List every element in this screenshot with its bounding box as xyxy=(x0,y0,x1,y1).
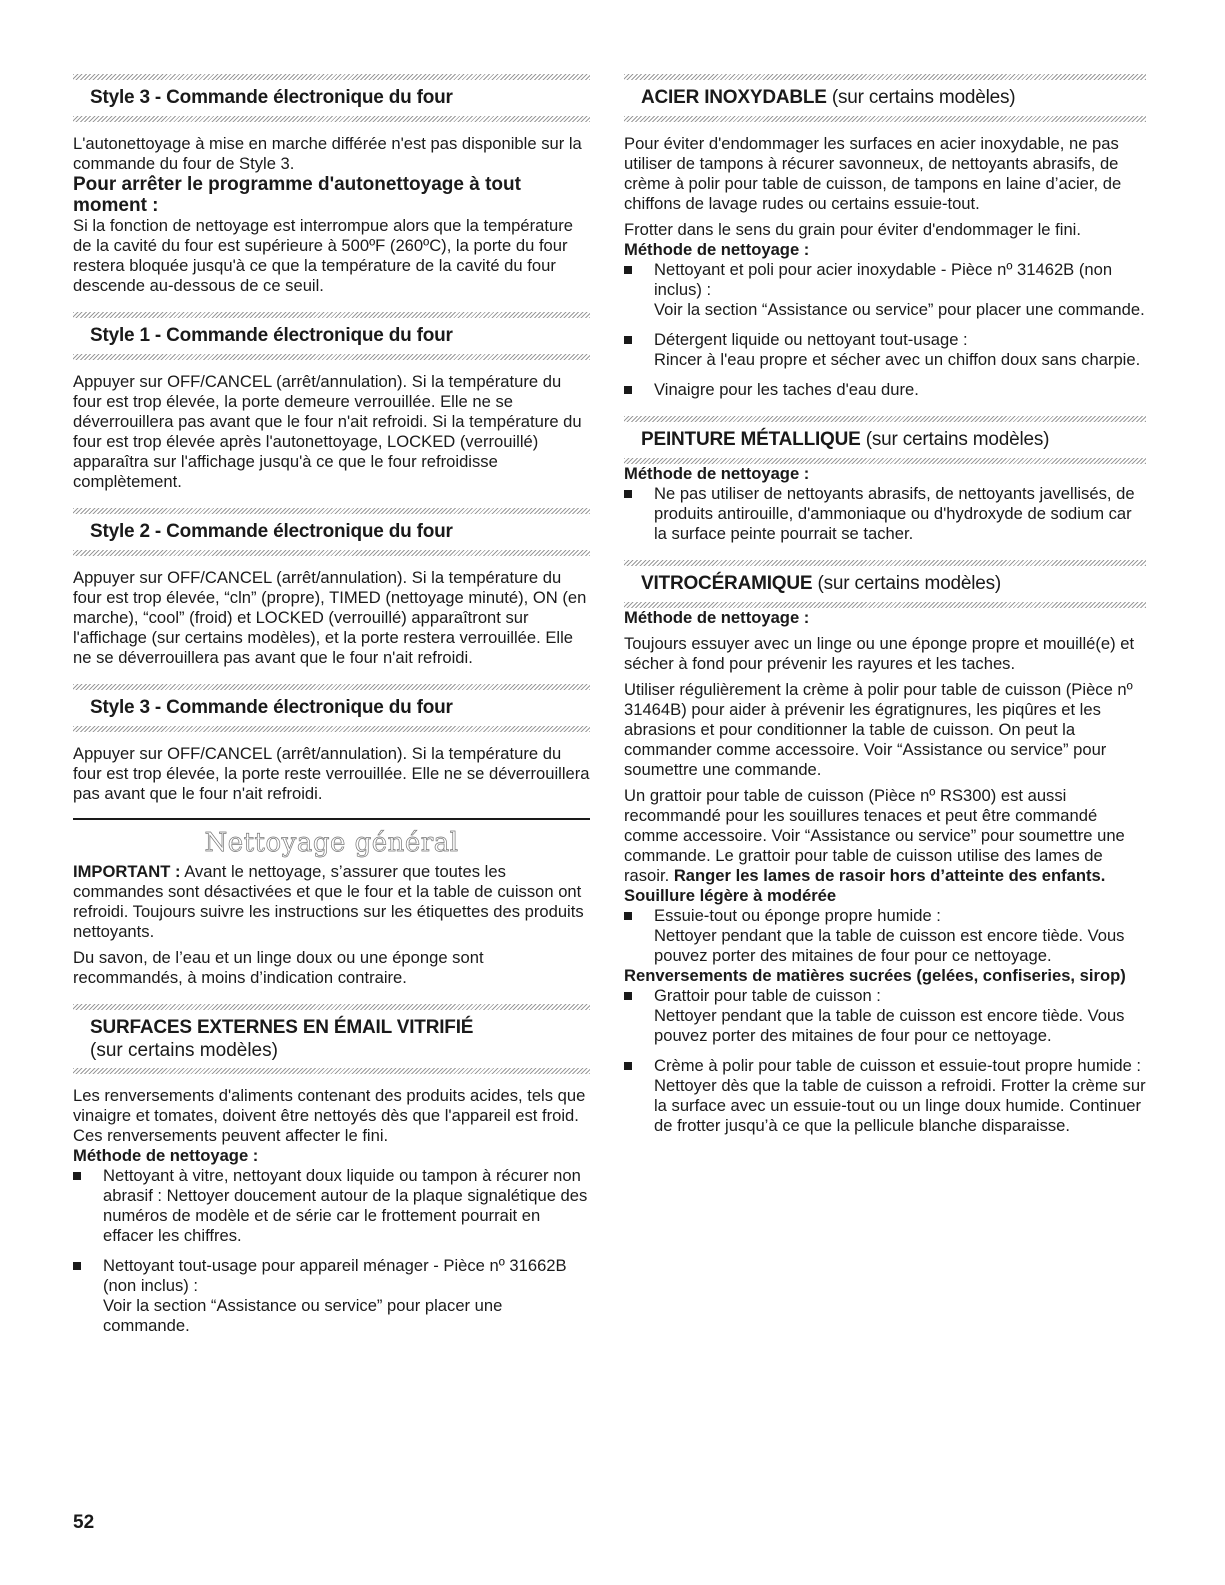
list-item-text: Voir la section “Assistance ou service” pour placer une commande. xyxy=(103,1296,503,1335)
square-bullet-icon xyxy=(624,266,632,274)
section-title-main: VITROCÉRAMIQUE xyxy=(641,573,813,594)
list-item-text: Nettoyer pendant que la table de cuisson est encore tiède. Vous pouvez porter des mitaines de four pour ce nettoyage. xyxy=(654,926,1125,965)
paragraph: Utiliser régulièrement la crème à polir pour table de cuisson (Pièce nº 31464B) pour aider à prévenir les égratignures, les piqûres et les abrasions et pour conditionner la table de cuisson. On peut la commander comme accessoire. Voir “Assistance ou service” pour soumettre une commande. xyxy=(624,680,1133,779)
square-bullet-icon xyxy=(624,336,632,344)
bullet-list xyxy=(624,906,1146,966)
list-item-text: Nettoyant et poli pour acier inoxydable - Pièce nº 31462B (non inclus) : xyxy=(654,260,1113,299)
section-subtitle: (sur certains modèles) xyxy=(90,1040,278,1061)
bullet-list xyxy=(624,986,1146,1136)
section-title-qualifier: (sur certains modèles) xyxy=(826,87,1016,108)
subheading: Renversements de matières sucrées (gelées, confiseries, sirop) xyxy=(624,966,1126,985)
important-paragraph xyxy=(73,862,590,942)
method-heading: Méthode de nettoyage : xyxy=(73,1146,259,1165)
list-item-text: Nettoyer dès que la table de cuisson a refroidi. Frotter la crème sur la surface avec un essuie-tout ou un linge doux humide. Continuer de frotter jusqu’à ce que la pellicule blanche disparaisse. xyxy=(654,1076,1146,1135)
bullet-list xyxy=(624,484,1146,544)
list-item xyxy=(624,986,1146,1046)
section-title: SURFACES EXTERNES EN ÉMAIL VITRIFIÉ xyxy=(90,1017,474,1038)
section-header-steel xyxy=(624,74,1146,122)
square-bullet-icon xyxy=(73,1262,81,1270)
section-title xyxy=(624,566,1146,602)
section-title-main: PEINTURE MÉTALLIQUE xyxy=(641,429,861,450)
page-number: 52 xyxy=(73,1512,95,1533)
list-item-text: Nettoyer pendant que la table de cuisson est encore tiède. Vous pouvez porter des mitaines de four pour ce nettoyage. xyxy=(654,1006,1125,1045)
list-item xyxy=(73,1256,590,1336)
section-header-paint xyxy=(624,416,1146,464)
general-cleaning-title: Nettoyage général xyxy=(204,828,459,858)
section-title-qualifier: (sur certains modèles) xyxy=(812,573,1002,594)
bullet-list xyxy=(624,260,1146,400)
paragraph: Appuyer sur OFF/CANCEL (arrêt/annulation). Si la température du four est trop élevée, “cln” (propre), TIMED (nettoyage minuté), ON (en marche), “cool” (froid) et LOCKED (verrouillé) apparaîtront sur l'affichage (sur certains modèles), et la porte restera verrouillée. Elle ne se déverrouillera pas avant que le four n'ait refroidi. xyxy=(73,568,587,667)
left-column xyxy=(73,74,590,1336)
section-header-style3 xyxy=(73,684,590,732)
square-bullet-icon xyxy=(624,490,632,498)
list-item-text: Nettoyant tout-usage pour appareil ménager - Pièce nº 31662B (non inclus) : xyxy=(103,1256,567,1295)
section-title: Style 3 - Commande électronique du four xyxy=(90,87,453,108)
section-title-qualifier: (sur certains modèles) xyxy=(860,429,1050,450)
paragraph: Pour éviter d'endommager les surfaces en acier inoxydable, ne pas utiliser de tampons à récurer savonneux, de nettoyants abrasifs, de crème à polir pour table de cuisson, de tampons en laine d’acier, de chiffons de lavage rudes ou certains essuie-tout. xyxy=(624,134,1122,213)
paragraph-text: Un grattoir pour table de cuisson (Pièce nº RS300) est aussi recommandé pour les souillures tenaces et peut être commandé comme accessoire. Voir “Assistance ou service” pour soumettre une commande. Le grattoir pour table de cuisson utilise des lames de rasoir. xyxy=(624,786,1125,885)
list-item-text: Ne pas utiliser de nettoyants abrasifs, de nettoyants javellisés, de produits antirouille, d'ammoniaque ou d'hydroxyde de sodium car la surface peinte pourrait se tacher. xyxy=(654,484,1135,543)
header-band-bottom xyxy=(624,116,1146,122)
method-heading: Méthode de nettoyage : xyxy=(624,464,810,483)
list-item xyxy=(624,1056,1146,1136)
list-item-text: Vinaigre pour les taches d'eau dure. xyxy=(654,380,919,399)
header-band-bottom xyxy=(73,726,590,732)
section-header-style1 xyxy=(73,312,590,360)
list-item xyxy=(624,906,1146,966)
paragraph: Frotter dans le sens du grain pour éviter d'endommager le fini. xyxy=(624,220,1081,239)
list-item-text: Détergent liquide ou nettoyant tout-usage : xyxy=(654,330,968,349)
paragraph: Si la fonction de nettoyage est interrompue alors que la température de la cavité du four est supérieure à 500ºF (260ºC), la porte du four restera bloquée jusqu'à ce que la température de la cavité du four descende au-dessous de ce seuil. xyxy=(73,216,573,295)
section-header-style3-top xyxy=(73,74,590,122)
important-text: Avant le nettoyage, s’assurer que toutes les commandes sont désactivées et que le four et la table de cuisson ont refroidi. Toujours suivre les instructions sur les étiquettes des produits nettoyants. xyxy=(73,862,584,941)
section-title: Style 2 - Commande électronique du four xyxy=(90,521,453,542)
section-divider xyxy=(73,818,590,820)
list-item xyxy=(624,260,1146,320)
subheading: Souillure légère à modérée xyxy=(624,886,837,905)
method-heading: Méthode de nettoyage : xyxy=(624,608,810,627)
header-band-bottom xyxy=(73,354,590,360)
paragraph: Appuyer sur OFF/CANCEL (arrêt/annulation). Si la température du four est trop élevée, la porte reste verrouillée. Elle ne se déverrouillera pas avant que le four n'ait refroidi. xyxy=(73,744,590,803)
section-header-enamel xyxy=(73,1004,590,1074)
square-bullet-icon xyxy=(73,1172,81,1180)
list-item xyxy=(624,380,1146,400)
section-header-glass xyxy=(624,560,1146,608)
section-header-style2 xyxy=(73,508,590,556)
paragraph: Du savon, de l’eau et un linge doux ou une éponge sont recommandés, à moins d’indication contraire. xyxy=(73,948,484,987)
list-item-text: Voir la section “Assistance ou service” pour placer une commande. xyxy=(654,300,1145,319)
section-title xyxy=(624,80,1146,116)
list-item xyxy=(624,484,1146,544)
list-item-text: Nettoyant à vitre, nettoyant doux liquide ou tampon à récurer non abrasif : Nettoyer doucement autour de la plaque signalétique des numéros de modèle et de série car le frottement pourrait en effacer les chiffres. xyxy=(103,1166,588,1245)
square-bullet-icon xyxy=(624,386,632,394)
header-band-bottom xyxy=(73,116,590,122)
list-item-text: Essuie-tout ou éponge propre humide : xyxy=(654,906,941,925)
section-title: Style 1 - Commande électronique du four xyxy=(90,325,453,346)
list-item-text: Crème à polir pour table de cuisson et essuie-tout propre humide : xyxy=(654,1056,1142,1075)
method-heading: Méthode de nettoyage : xyxy=(624,240,810,259)
square-bullet-icon xyxy=(624,912,632,920)
header-band-bottom xyxy=(73,550,590,556)
subheading: Pour arrêter le programme d'autonettoyage à tout moment : xyxy=(73,174,521,216)
list-item-text: Rincer à l'eau propre et sécher avec un chiffon doux sans charpie. xyxy=(654,350,1141,369)
paragraph: Appuyer sur OFF/CANCEL (arrêt/annulation). Si la température du four est trop élevée, la porte demeure verrouillée. Elle ne se déverrouillera pas avant que le four n'ait refroidi. Si la température du four est trop élevée après l'autonettoyage, LOCKED (verrouillé) apparaîtra sur l'affichage jusqu'à ce que le four refroidisse complètement. xyxy=(73,372,582,491)
header-band-bottom xyxy=(73,1068,590,1074)
section-title xyxy=(624,422,1146,458)
square-bullet-icon xyxy=(624,992,632,1000)
right-column xyxy=(624,74,1146,1136)
bullet-list xyxy=(73,1166,590,1336)
paragraph xyxy=(624,786,1146,886)
paragraph: Les renversements d'aliments contenant des produits acides, tels que vinaigre et tomates, doivent être nettoyés dès que l'appareil est froid. Ces renversements peuvent affecter le fini. xyxy=(73,1086,586,1145)
warning-text: Ranger les lames de rasoir hors d’atteinte des enfants. xyxy=(673,866,1106,885)
section-title-main: ACIER INOXYDABLE xyxy=(641,87,827,108)
paragraph: L'autonettoyage à mise en marche différée n'est pas disponible sur la commande du four de Style 3. xyxy=(73,134,582,173)
paragraph: Toujours essuyer avec un linge ou une éponge propre et mouillé(e) et sécher à fond pour prévenir les rayures et les taches. xyxy=(624,634,1135,673)
section-title: Style 3 - Commande électronique du four xyxy=(90,697,453,718)
list-item xyxy=(624,330,1146,370)
list-item-text: Grattoir pour table de cuisson : xyxy=(654,986,881,1005)
list-item xyxy=(73,1166,590,1246)
important-label: IMPORTANT : xyxy=(73,862,181,881)
square-bullet-icon xyxy=(624,1062,632,1070)
